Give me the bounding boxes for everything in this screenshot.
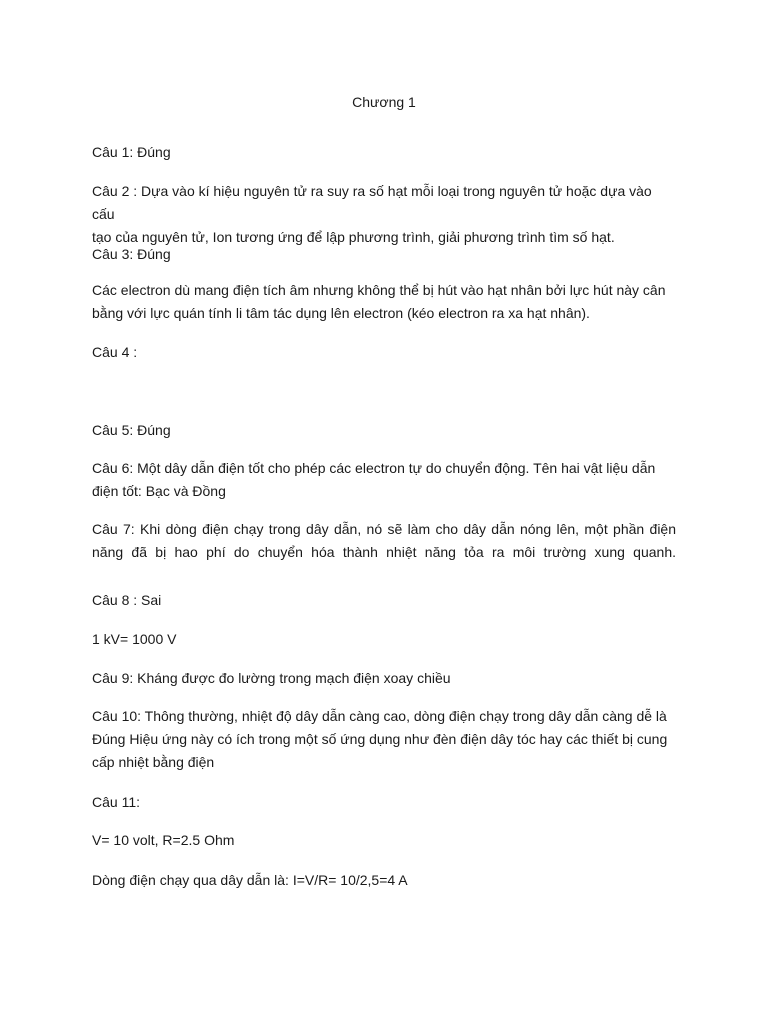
question-11: Câu 11: <box>92 794 140 810</box>
question-6 <box>92 457 676 503</box>
question-3-explanation <box>92 279 676 325</box>
question-11-given: V= 10 volt, R=2.5 Ohm <box>92 832 235 848</box>
question-6-line-2: điện tốt: Bạc và Đồng <box>92 483 226 499</box>
question-10-line-1: Câu 10: Thông thường, nhiệt độ dây dẫn càng cao, dòng điện chạy trong dây dẫn càng dễ là <box>92 708 667 724</box>
question-1: Câu 1: Đúng <box>92 144 171 160</box>
question-2-line-2: tạo của nguyên tử, Ion tương ứng để lập phương trình, giải phương trình tìm số hạt. <box>92 229 615 245</box>
question-3-explanation-line-2: bằng với lực quán tính li tâm tác dụng lên electron (kéo electron ra xa hạt nhân). <box>92 305 590 321</box>
question-7-line-2: năng đã bị hao phí do chuyển hóa thành nhiệt năng tỏa ra môi trường xung quanh. <box>92 544 676 560</box>
chapter-title: Chương 1 <box>352 94 416 110</box>
question-2-line-1: Câu 2 : Dựa vào kí hiệu nguyên tử ra suy ra số hạt mỗi loại trong nguyên tử hoặc dựa vào cấu <box>92 183 652 222</box>
question-5: Câu 5: Đúng <box>92 422 171 438</box>
question-8: Câu 8 : Sai <box>92 592 162 608</box>
question-8-answer: 1 kV= 1000 V <box>92 631 177 647</box>
question-11-answer: Dòng điện chạy qua dây dẫn là: I=V/R= 10/2,5=4 A <box>92 872 408 888</box>
question-7-line-1: Câu 7: Khi dòng điện chạy trong dây dẫn, nó sẽ làm cho dây dẫn nóng lên, một phần điện <box>92 521 676 537</box>
question-7 <box>92 518 676 564</box>
question-9: Câu 9: Kháng được đo lường trong mạch điện xoay chiều <box>92 670 451 686</box>
question-4: Câu 4 : <box>92 344 138 360</box>
question-2 <box>92 180 676 249</box>
question-10 <box>92 705 676 774</box>
question-3: Câu 3: Đúng <box>92 246 171 262</box>
question-10-line-2: Đúng Hiệu ứng này có ích trong một số ứng dụng như đèn điện dây tóc hay các thiết bị cung <box>92 731 668 747</box>
question-6-line-1: Câu 6: Một dây dẫn điện tốt cho phép các electron tự do chuyển động. Tên hai vật liệu dẫn <box>92 460 656 476</box>
question-3-explanation-line-1: Các electron dù mang điện tích âm nhưng không thể bị hút vào hạt nhân bởi lực hút này cân <box>92 282 666 298</box>
question-10-line-3: cấp nhiệt bằng điện <box>92 754 215 770</box>
